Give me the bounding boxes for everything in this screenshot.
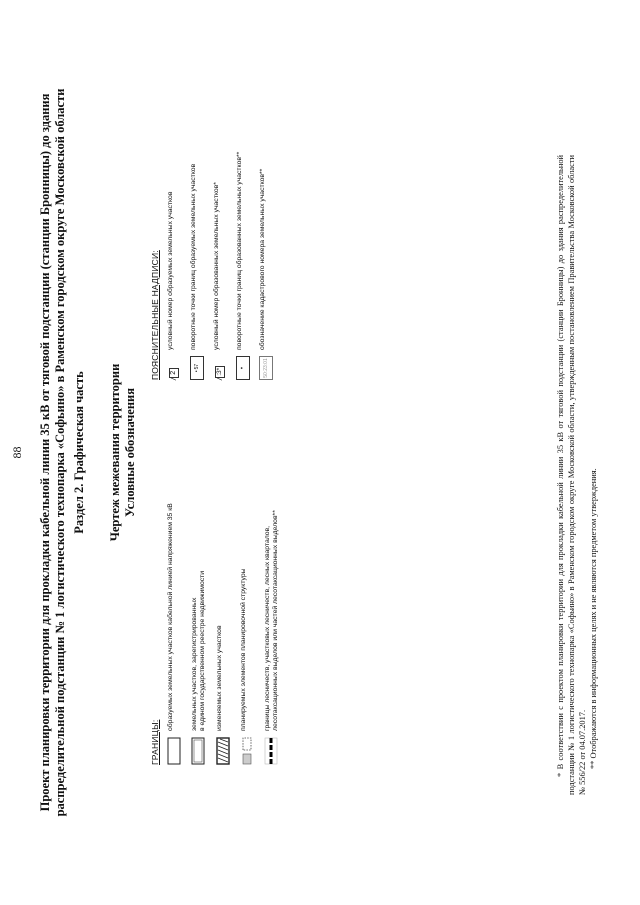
legend-boundaries — [150, 465, 281, 765]
legend-item-turning-points — [190, 50, 204, 380]
legend-text: изменяемых земельных участков — [215, 625, 223, 731]
legend-text: обозначение кадастрового номера земельных участков** — [259, 168, 266, 350]
legend-text: условный номер образуемых земельных участков — [167, 191, 174, 350]
drawing-subtitle: Условные обозначения — [123, 387, 137, 518]
cadastral-number-symbol: 50:23:01 — [259, 356, 273, 380]
title-line-2: распределительной подстанции № 1 логистического технопарка «Софьино» в Раменском городском округе Московской области — [53, 88, 67, 817]
legend-text: планируемых элементов планировочной структуры — [239, 568, 247, 731]
double-line-symbol — [191, 737, 205, 765]
section-title: Раздел 2. Графическая часть — [72, 371, 86, 534]
plot-number-symbol: / 2 — [167, 356, 181, 380]
legend-item-plot-number — [167, 50, 181, 380]
legend-item-forestry-boundaries — [264, 465, 281, 765]
footnote-1: * В соответствии с проектом планировки территории для прокладки кабельной линии 35 кВ от тяговой подстанции (станции Бронницы) до здания распределительной подстанции № 1 логистического технопарка «Софьино» в Раменском городском округе Московской области, утвержденным постановлением Правительства Московской области № 556/22 от 04.07.2017. — [556, 155, 587, 795]
hatched-line-symbol — [216, 737, 230, 765]
legend-item-cadastral-number — [259, 50, 273, 380]
drawing-title: Чертеж межевания территории — [108, 363, 122, 542]
document-title — [38, 60, 68, 845]
legend-text: поворотные точки границ образованных земельных участков** — [236, 151, 243, 350]
legend-item-formed-plot-number — [213, 50, 227, 380]
legend-item-registered-plots — [191, 465, 208, 765]
legend-text: земельных участков, зарегистрированных — [191, 597, 198, 731]
title-line-1: Проект планировки территории для прокладки кабельной линии 35 кВ от тяговой подстанции (станции Бронницы) до здания — [38, 93, 52, 812]
footnotes — [555, 155, 599, 795]
legend-text: лесотаксационных выделов или частей лесотаксационных выделов** — [272, 510, 280, 731]
legend-text: образуемых земельных участков кабельной линией напряжением 35 кВ — [167, 503, 174, 731]
legend-labels-heading: ПОЯСНИТЕЛЬНЫЕ НАДПИСИ: — [150, 250, 160, 380]
legend-boundaries-heading: ГРАНИЦЫ: — [150, 719, 160, 765]
thin-line-symbol — [167, 737, 181, 765]
legend-item-formed-turning-points — [236, 50, 250, 380]
turning-point-symbol: • 57 — [190, 356, 204, 380]
legend-text: в едином государственном реестре недвижимости — [199, 570, 207, 731]
legend-item-formed-plots — [167, 465, 181, 765]
page-number: 88 — [10, 446, 24, 459]
legend-item-planning-elements — [240, 465, 254, 765]
dotted-line-symbol — [240, 737, 254, 765]
footnote-2: ** Отображаются в информационных целях и не являются предметом утверждения. — [589, 468, 598, 769]
legend-item-changed-plots — [216, 465, 230, 765]
legend-text: границы лесничеств, участковых лесничеств, лесных кварталов, — [263, 525, 271, 731]
thick-dash-line-symbol — [264, 737, 278, 765]
legend-labels — [150, 50, 273, 380]
formed-plot-number-symbol: / :3* — [214, 367, 224, 380]
legend-text: поворотные точки границ образуемых земельных участков — [190, 163, 197, 350]
legend-text: условный номер образованных земельных участков* — [213, 182, 220, 350]
formed-turning-point-symbol: • — [236, 356, 250, 380]
